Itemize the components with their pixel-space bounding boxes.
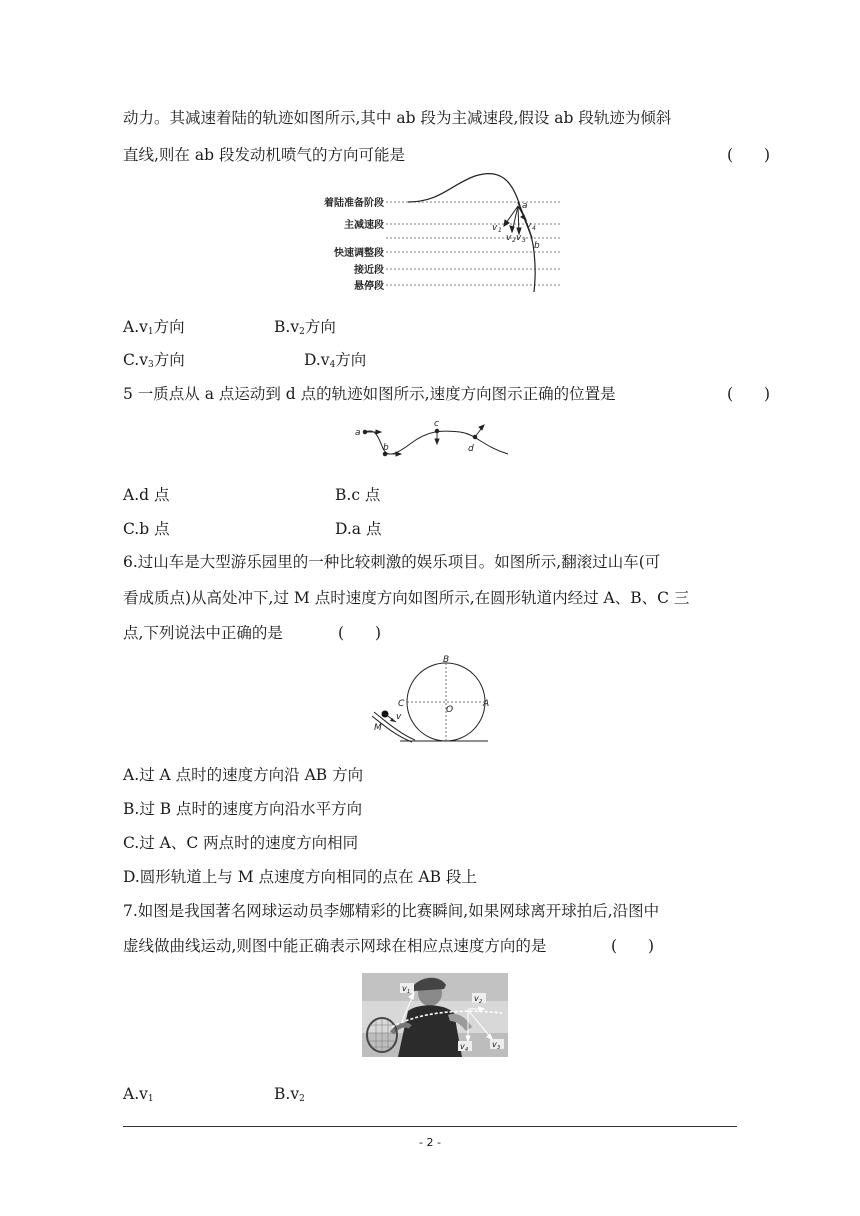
q5-point-b: b (383, 443, 389, 453)
q4-landing-trajectory-figure (300, 170, 570, 298)
v1-label: v (492, 223, 498, 233)
q5-answer-paren: ( ) (727, 385, 771, 403)
q4-line1: 动力。其减速着陆的轨迹如图所示,其中 ab 段为主减速段,假设 ab 段轨迹为倾斜 (123, 109, 672, 127)
loop-circle (407, 663, 485, 741)
q4-option-b[interactable]: $B.v_2$方向 (274, 318, 336, 337)
q7-tennis-photo-figure (362, 973, 508, 1057)
v2-label: v (506, 233, 512, 243)
v3-label: v (516, 233, 522, 243)
label-fast-adjust: 快速调整段 (334, 248, 384, 259)
q6-point-a: A (483, 699, 490, 709)
q7-option-a[interactable]: $A.v_1$ (123, 1085, 154, 1104)
q6-line2: 看成质点)从高处冲下,过 M 点时速度方向如图所示,在圆形轨道内经过 A、B、C 三 (123, 589, 690, 607)
q4-line2: 直线,则在 ab 段发动机喷气的方向可能是 (123, 146, 405, 164)
q5-option-d[interactable]: D.a 点 (335, 520, 382, 538)
q7-v1-label: v (402, 984, 407, 993)
q7-answer-paren: ( ) (611, 937, 655, 955)
q5-option-b[interactable]: B.c 点 (335, 486, 381, 504)
q7-v1-sub: 1 (407, 989, 411, 995)
q7-v4-label: v (460, 1042, 465, 1051)
q4-option-d[interactable]: $D.v_4$方向 (304, 351, 367, 370)
q7-v4-sub: 4 (465, 1047, 469, 1053)
q7-line1: 7.如图是我国著名网球运动员李娜精彩的比赛瞬间,如果网球离开球拍后,沿图中 (123, 902, 660, 920)
q7-v3-sub: 3 (497, 1045, 501, 1051)
q7-v3-label: v (492, 1040, 497, 1049)
v2-sub: 2 (512, 237, 516, 244)
q7-v2-sub: 2 (479, 999, 483, 1005)
v1-sub: 1 (498, 227, 502, 234)
q7-v2-label: v (474, 994, 479, 1003)
q6-line3: 点,下列说法中正确的是 (123, 624, 283, 642)
q5-option-a[interactable]: A.d 点 (123, 486, 170, 504)
q6-roller-coaster-figure (370, 652, 500, 744)
v3-sub: 3 (522, 237, 526, 244)
q4-option-a[interactable]: $A.v_1$方向 (123, 318, 185, 337)
page-number: - 2 - (419, 1136, 441, 1149)
v4-sub: 4 (532, 225, 536, 232)
label-main-decel: 主减速段 (344, 220, 384, 231)
q6-velocity-v: v (396, 712, 402, 722)
q6-answer-paren: ( ) (338, 624, 382, 642)
q4-answer-paren: ( ) (727, 146, 771, 164)
q6-line1: 6.过山车是大型游乐园里的一种比较刺激的娱乐项目。如图所示,翻滚过山车(可 (123, 553, 661, 571)
q5-point-c: c (434, 419, 439, 429)
q5-trajectory-figure (350, 416, 515, 462)
footer-rule (123, 1126, 737, 1127)
q5-point-d: d (468, 444, 474, 454)
point-b-label: b (534, 241, 540, 251)
label-approach: 接近段 (354, 265, 384, 276)
q5-option-c[interactable]: C.b 点 (123, 520, 170, 538)
q6-option-c[interactable]: C.过 A、C 两点时的速度方向相同 (123, 834, 359, 852)
label-hover: 悬停段 (354, 281, 384, 292)
q7-line2: 虚线做曲线运动,则图中能正确表示网球在相应点速度方向的是 (123, 937, 547, 955)
q6-point-c: C (398, 699, 405, 709)
q7-option-b[interactable]: $B.v_2$ (274, 1085, 305, 1104)
q6-point-m: M (374, 723, 382, 733)
q6-point-b: B (443, 655, 450, 665)
label-landing-prep: 着陆准备阶段 (324, 198, 384, 209)
q6-option-d[interactable]: D.圆形轨道上与 M 点速度方向相同的点在 AB 段上 (123, 868, 477, 886)
q5-stem: 5 一质点从 a 点运动到 d 点的轨迹如图所示,速度方向图示正确的位置是 (123, 385, 616, 403)
q6-option-a[interactable]: A.过 A 点时的速度方向沿 AB 方向 (123, 766, 364, 784)
q6-option-b[interactable]: B.过 B 点时的速度方向沿水平方向 (123, 800, 363, 818)
point-a-label: a (522, 201, 528, 211)
q5-point-a: a (355, 428, 361, 438)
player-shirt (398, 1005, 462, 1057)
v4-label: v (526, 221, 532, 231)
q4-option-c[interactable]: $C.v_3$方向 (123, 351, 185, 370)
q6-point-o: O (446, 705, 454, 715)
